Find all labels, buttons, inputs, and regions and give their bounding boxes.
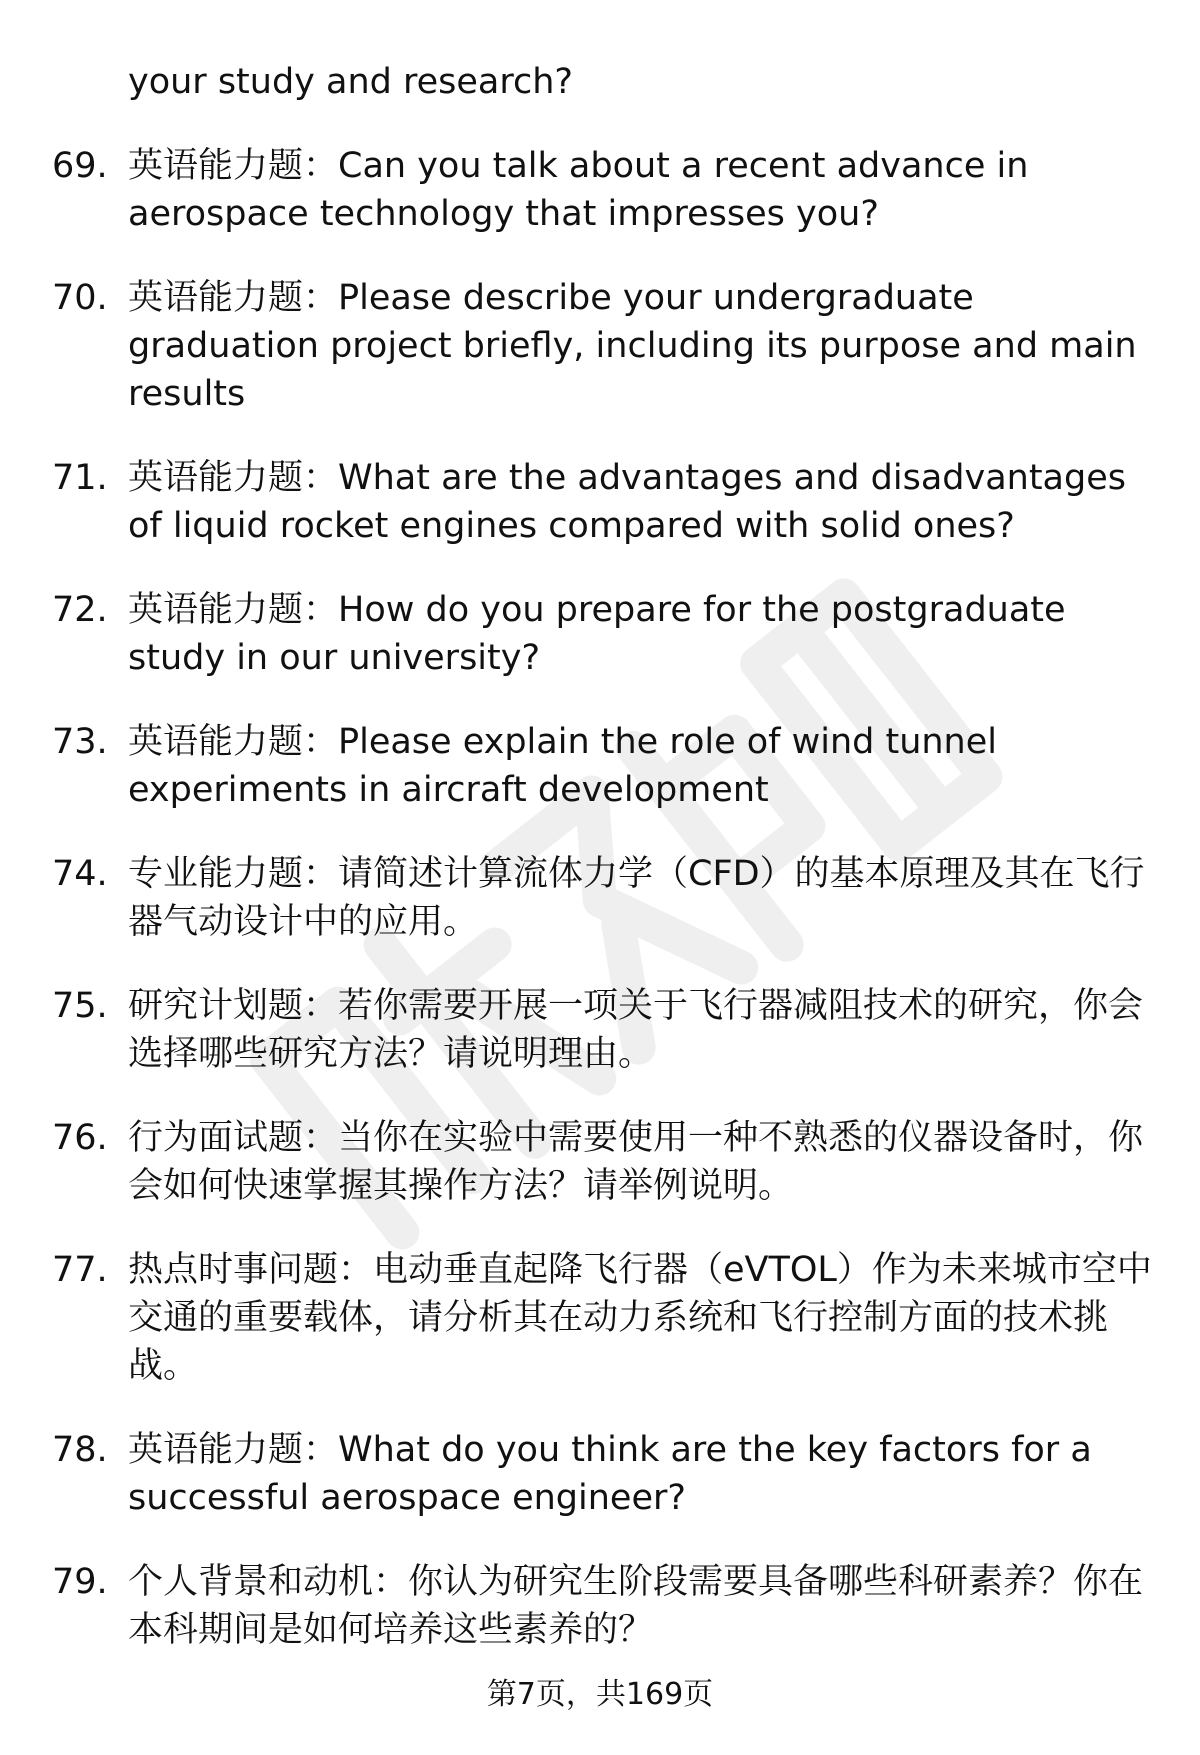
question-item (0, 1426, 1200, 1522)
question-text: 热点时事问题：电动垂直起降飞行器（eVTOL）作为未来城市空中交通的重要载体，请分析其在动力系统和飞行控制方面的技术挑战。 (128, 1250, 1152, 1386)
question-number: 77. (52, 1250, 108, 1290)
question-item (0, 1558, 1200, 1654)
question-item (0, 274, 1200, 418)
question-number: 76. (52, 1118, 108, 1158)
question-number: 75. (52, 986, 108, 1026)
question-text: 专业能力题：请简述计算流体力学（CFD）的基本原理及其在飞行器气动设计中的应用。 (128, 854, 1145, 942)
question-text: 英语能力题：Please describe your undergraduate graduation project briefly, including its purpose and main results (128, 278, 1137, 414)
question-text: 英语能力题：Can you talk about a recent advance in aerospace technology that impresses you? (128, 146, 1029, 234)
question-list (0, 142, 1200, 1690)
question-text: 英语能力题：What do you think are the key factors for a successful aerospace engineer? (128, 1430, 1092, 1518)
question-item (0, 1246, 1200, 1390)
question-text: 英语能力题：How do you prepare for the postgraduate study in our university? (128, 590, 1066, 678)
question-number: 79. (52, 1562, 108, 1602)
question-number: 70. (52, 278, 108, 318)
question-text: 个人背景和动机：你认为研究生阶段需要具备哪些科研素养？你在本科期间是如何培养这些素养的？ (128, 1562, 1144, 1650)
question-item (0, 850, 1200, 946)
question-item (0, 142, 1200, 238)
question-item (0, 982, 1200, 1078)
question-number: 78. (52, 1430, 108, 1470)
question-item (0, 1114, 1200, 1210)
continuation-text: your study and research? (128, 62, 573, 102)
question-item (0, 718, 1200, 814)
question-text: 英语能力题：Please explain the role of wind tunnel experiments in aircraft development (128, 722, 998, 810)
question-item (0, 454, 1200, 550)
question-text: 英语能力题：What are the advantages and disadvantages of liquid rocket engines compared with solid ones? (128, 458, 1126, 546)
question-text: 研究计划题：若你需要开展一项关于飞行器减阻技术的研究，你会选择哪些研究方法？请说明理由。 (128, 986, 1144, 1074)
question-number: 72. (52, 590, 108, 630)
question-text: 行为面试题：当你在实验中需要使用一种不熟悉的仪器设备时，你会如何快速掌握其操作方法？请举例说明。 (128, 1118, 1144, 1206)
question-number: 73. (52, 722, 108, 762)
question-number: 71. (52, 458, 108, 498)
question-number: 74. (52, 854, 108, 894)
page-footer: 第7页，共169页 (486, 1677, 714, 1712)
question-number: 69. (52, 146, 108, 186)
question-item (0, 586, 1200, 682)
